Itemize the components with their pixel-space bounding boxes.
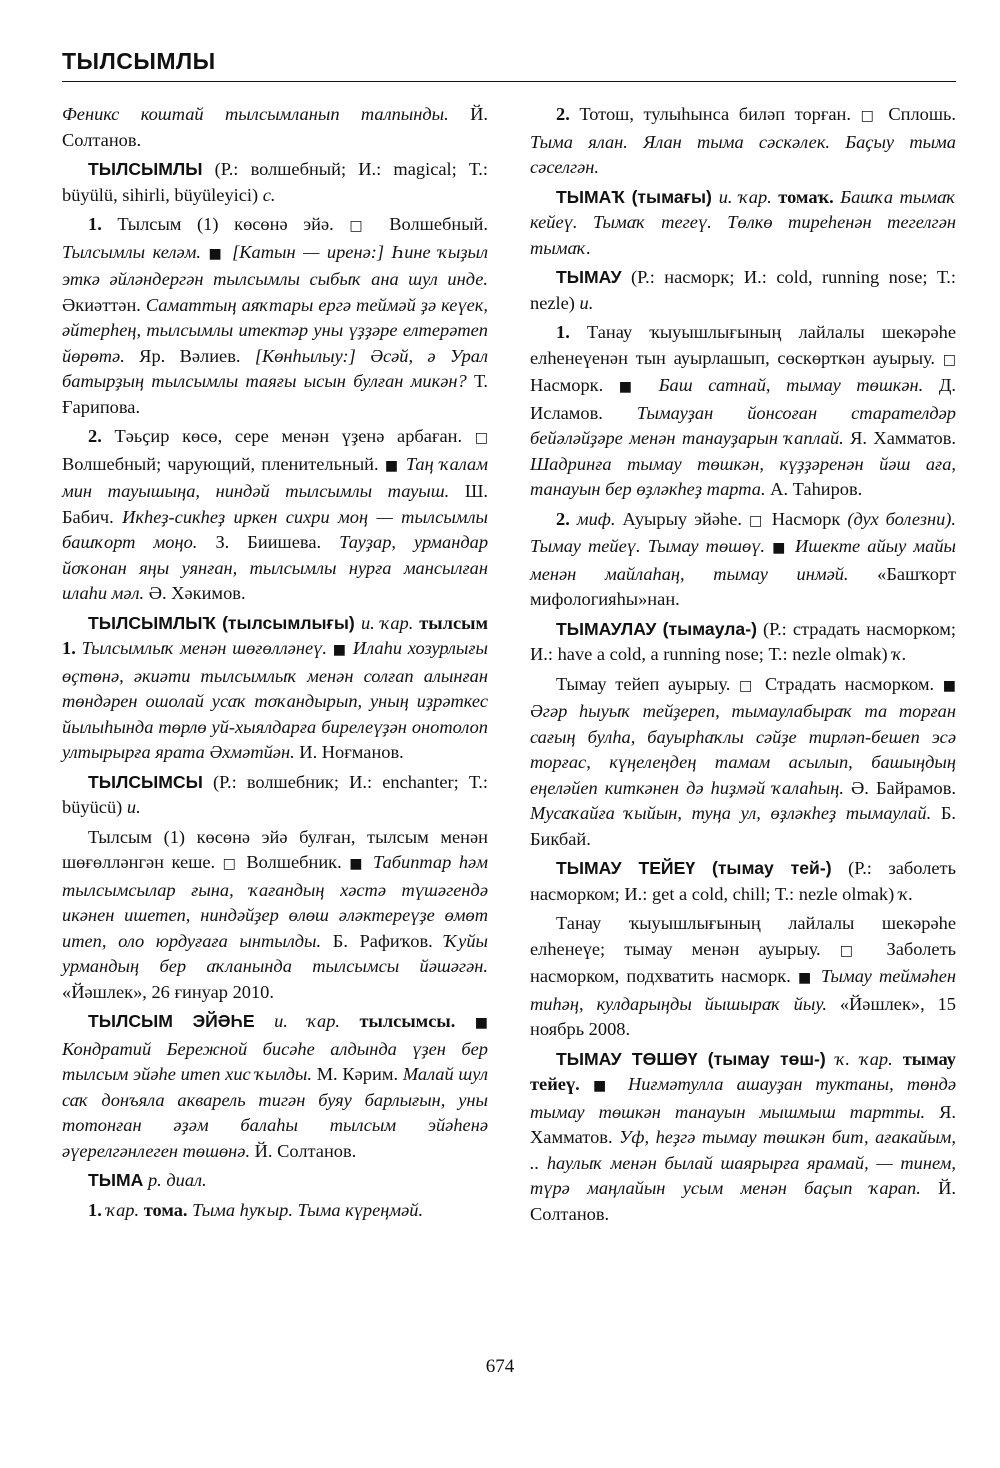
source: Д. Исламов. [530,375,956,423]
example-text: Илаһи хозурлығы өҫтөнә, әкиәти тылсымлыҡ менән солғап алынған төндәрен ошолай усаҡ тоҡандырып, уның иҙрәткес йылыһында төрлө уй-хыялдарға бирелеүҙән онотолоп ултырырға ярата Әхмәтйән. [62,638,489,762]
label: и. ҡар. [254,1011,341,1031]
label: ҡар. [101,1199,140,1220]
source: Б. Рафиҡов. [321,930,445,951]
source: Т. Ғарипова. [62,371,488,417]
headword-form: (тымаула-) [656,618,757,639]
square-icon: ■ [592,1078,615,1094]
example-text: Әгәр һыуыҡ тейҙереп, тымаулабыраҡ та торған сағың булһа, бауырһаҡлы сәйҙе тирләп-бешеп эсә торғас, күңелеңдең тамам асылып, башыңдың еңеләйеп киткәнен дә һиҙмәй ҡалаһың. [530,701,956,798]
headword: ТЫМАУЛАУ [556,618,657,639]
example-text: Ҡуйы урмандың бер аҡланында тылсымсы йәшәгән. [62,930,488,976]
definition: Тылсым (1) көсөнә эйә булған, тылсым менән шөғөлләнгән кеше. [62,826,488,872]
square-icon: ■ [772,540,788,556]
source: Әкиәттән. [62,294,146,315]
dictionary-page [62,48,956,1231]
example-text: Шадринға тымау төшкән, күҙҙәренән йәш аға, танауын бер өҙләкһеҙ тарта. [530,453,956,499]
russian-equivalent: Насморк. [530,375,619,395]
source: И. Ноғманов. [294,742,404,762]
translations: (Р.: насморк; И.: cold, running nose; Т.: nezle) [530,267,956,313]
box-icon: □ [839,942,868,959]
entry-tylsymsy [62,770,488,821]
russian-equivalent: Насморк [764,508,848,529]
example-text: Мусаҡайға ҡыйын, туңа ул, өҙләкһеҙ тымаулай. [530,803,932,823]
example-text: Икһеҙ-сикһеҙ иркен сихри моң — тылсымлы башҡорт моңо. [62,506,488,552]
pos-label: с. [262,184,276,205]
box-icon: □ [349,218,374,234]
label: ҡ. ҡар. [825,1048,893,1069]
russian-equivalent: Волшебник. [238,852,350,872]
cross-reference: томаҡ. [771,186,841,207]
example-text: Ишекте айыу майы менән майлаһаң, тымау инмәй. [530,536,956,584]
label: и. ҡар. [718,186,772,207]
example-text: Уф, һеҙгә тымау төшкән бит, ағакайым, .. һаулыҡ менән былай шаярырға ярамай, — тинем, түрә маңлайын усым менән баҫып ҡарап. [530,1127,956,1198]
cross-reference: тома. [139,1199,193,1220]
box-icon: □ [860,108,879,124]
source: Я. Хамматов. [843,428,956,448]
source: Й. Солтанов. [250,1140,357,1161]
russian-equivalent: Волшебный. [373,214,488,234]
source: Ә. Байрамов. [843,777,956,798]
square-icon: ■ [474,1015,488,1031]
sense-number: 1. [88,1199,102,1220]
sense-number: 2. [88,426,102,446]
entry-tylsymsy-definition [62,825,488,1006]
label: миф. [569,508,616,529]
cross-reference: тылсымсы. [340,1011,475,1031]
cross-reference: тымау тейеү. [530,1048,956,1094]
entry-tymau-teyeu-definition [530,911,956,1043]
source: Й. Солтанов. [62,104,488,150]
headword: ТЫЛСЫМЛЫ [88,159,203,179]
source: Ш. Бабич. [62,481,488,527]
definition: Тымау тейеп ауырыу. [556,673,739,694]
headword: ТЫМАУ [556,267,622,287]
label: и. ҡар. [360,612,414,633]
source: «Башҡорт мифологияһы»нан. [530,563,956,609]
example-text: Табиптар һәм тылсымсылар ғына, ҡағандың хәстә түшәгендә икәнен ишетеп, ниндәйҙер өлөш әләктереүҙе өмөт итеп, оло юрдуғаға ынтылды. [62,852,488,951]
example-text: Башҡа тымаҡ кейеү. Тымаҡ тегеү. Төлкө тиреһенән тегелгән тымаҡ. [530,186,956,258]
source: З. Биишева. [197,532,340,552]
entry-tymau-teyeu [530,856,956,907]
russian-equivalent: Волшебный; чарующий, пленительный. [62,453,385,474]
entry-tymaulau-definition [530,672,956,853]
entry-tymau-toshou [530,1047,956,1228]
headword: ТЫЛСЫМЛЫҠ [88,612,216,633]
sense-2 [530,102,956,181]
sense-number: 2. [556,508,570,529]
headword: ТЫМАУ ТӨШӨҮ [556,1048,698,1069]
entry-tymau [530,265,956,316]
example-text: Ниғмәтулла ашауҙан туктаны, төндә тымау төшкән танауын мышмыш тартты. [530,1074,956,1122]
headword: ТЫМАҠ [556,186,625,207]
entry-tylsymlyq [62,611,488,766]
cross-reference: тылсым 1. [62,612,489,658]
sense-2 [530,507,956,613]
definition: Ауырыу эйәһе. [615,508,750,529]
example-text: [Көнһылыу:] Әсәй, ә Урал батырҙың тылсымлы таяғы ысын булған микән? [62,345,488,391]
entry-tylsym-eyehe [62,1009,488,1164]
running-head: ТЫЛСЫМЛЫ [62,48,956,82]
definition: Танау ҡыуышлығының лайлалы шекәрәһе елһенеүе; тымау менән ауырыу. [530,913,956,959]
example-text: Тауҙар, урмандар йоҡонан яңы уянған, тылсымлы нурға мансылған илаһи мәл. [62,532,489,603]
headword: ТЫЛСЫМСЫ [88,771,203,792]
entry-tymaq [530,185,956,262]
square-icon: ■ [384,457,400,474]
source: А. Таһиров. [765,479,863,499]
example-text: Тылсымлыҡ менән шөғөлләнеү. [81,638,327,658]
sense-number: 2. [556,104,570,124]
headword-form: (тымау тей-) [695,858,832,878]
translations: (Р.: заболеть насморком; И.: get a cold, chill; Т.: nezle olmak) [530,858,956,904]
source: Й. Солтанов. [530,1178,956,1224]
box-icon: □ [474,430,488,446]
two-columns [62,102,956,1231]
pos-label: и. [579,292,594,313]
square-icon: ■ [942,677,957,694]
sense-2 [62,424,488,607]
source: Я. Хамматов. [530,1101,956,1147]
source: М. Кәрим. [311,1064,403,1084]
example-text: Таң ҡалам мин тауышыңа, ниндәй тылсымлы тауыш. [62,453,488,501]
source: «Йәшлек», 26 ғинуар 2010. [62,981,274,1002]
source: «Йәшлек», 15 ноябрь 2008. [530,993,956,1039]
definition: Тотош, тулыһынса биләп торған. [569,104,861,124]
definition: Тәьҫир көсө, сере менән үҙенә арбаған. [101,426,475,446]
entry-tylsymly [62,157,488,208]
example-text: Баш сатнай, тымау төшкән. [658,375,924,395]
square-icon: ■ [618,379,644,395]
entry-tyma [62,1168,488,1194]
example-text: Феникс коштай тылсымланып талпынды. [62,104,449,124]
headword: ТЫЛСЫМ ЭЙӘҺЕ [88,1011,255,1031]
headword: ТЫМАУ ТЕЙЕҮ [556,858,696,878]
example-text: Тымауҙан йонсоған старателдәр бейәләйҙәре менән танауҙарын ҡаплай. [530,402,957,448]
box-icon: □ [749,512,765,529]
headword-form: (тылсымлығы) [215,612,361,633]
sense-number: 1. [88,214,102,234]
source: Б. Бикбай. [530,803,956,849]
square-icon: ■ [208,245,225,262]
example-text: (дух болезни). Тымау тейеү. Тымау төшөү. [530,508,957,556]
russian-equivalent: Сплошь. [878,104,956,124]
square-icon: ■ [332,642,348,658]
square-icon: ■ [349,856,366,872]
box-icon: □ [222,856,239,872]
russian-equivalent: Страдать насморком. [756,673,943,694]
example-text: [Катын — иренә:] Һине ҡыҙыл эткә әйләндергән тылсымлы сыбыҡ ана шул инде. [62,241,488,289]
headword-form: (тымау төш-) [697,1048,826,1069]
headword: ТЫМА [88,1170,144,1190]
definition: Тылсым (1) көсөнә эйә. [101,214,350,234]
russian-equivalent: Заболеть насморком, подхватить насморк. [530,938,956,986]
sense-number: 1. [556,322,570,342]
entry-continuation [62,102,488,153]
example-text: Тымау теймәһен тиһәң, кулдарыңды йышыраҡ йыу. [530,966,956,1014]
translations: (Р.: волшебный; И.: magical; Т.: büyülü, sihirli, büyüleyici) [62,159,488,205]
example-text: Саматтың аяҡтары ергә теймәй ҙә кеүек, әйтерһең, тылсымлы итектәр уны үҙҙәре елтерәтеп йөрөтә. [62,294,488,366]
box-icon: □ [942,351,956,368]
example-text: Тылсымлы келәм. [62,241,201,262]
entry-tymaulau [530,617,956,668]
pos-label: ҡ. [898,883,914,904]
pos-label: и. [126,797,141,817]
sense-1 [530,320,956,503]
left-column [62,102,488,1231]
square-icon: ■ [797,970,814,986]
box-icon: □ [739,677,757,694]
translations: (Р.: волшебник; И.: enchanter; Т.: büyücü) [62,771,488,817]
source: Ә. Хәкимов. [144,583,246,603]
example-text: Малай шул саҡ донъяла акварель тигән буяу барлығын, уны тотонған әҙәм балаһы тылсым эйәһенә әүерелгәнлеген төшөнә. [62,1064,488,1161]
sense-1 [62,212,488,420]
definition: Танау ҡыуышлығының лайлалы шекәрәһе елһенеүенән тын ауырлашып, сөскөрткән ауырыу. [530,322,956,368]
page-number: 674 [485,1356,515,1377]
source: Яр. Вәлиев. [124,345,255,366]
example-text: Тыма һуҡыр. Тыма күреңмәй. [192,1199,424,1220]
headword-form: (тымағы) [624,186,719,207]
example-text: Кондратий Бережной бисәһе алдында үҙен бер тылсым эйәһе итеп хис ҡылды. [62,1038,488,1084]
example-text: Тыма ялан. Ялан тыма сәскәлек. Баҫыу тыма сәселгән. [530,131,956,177]
translations: (Р.: страдать насморком; И.: have a cold, a running nose; Т.: nezle olmak) [530,618,956,664]
pos-label: ҡ. [892,644,907,664]
sense-1 [62,1198,488,1224]
label: р. диал. [143,1170,207,1190]
right-column [530,102,956,1231]
